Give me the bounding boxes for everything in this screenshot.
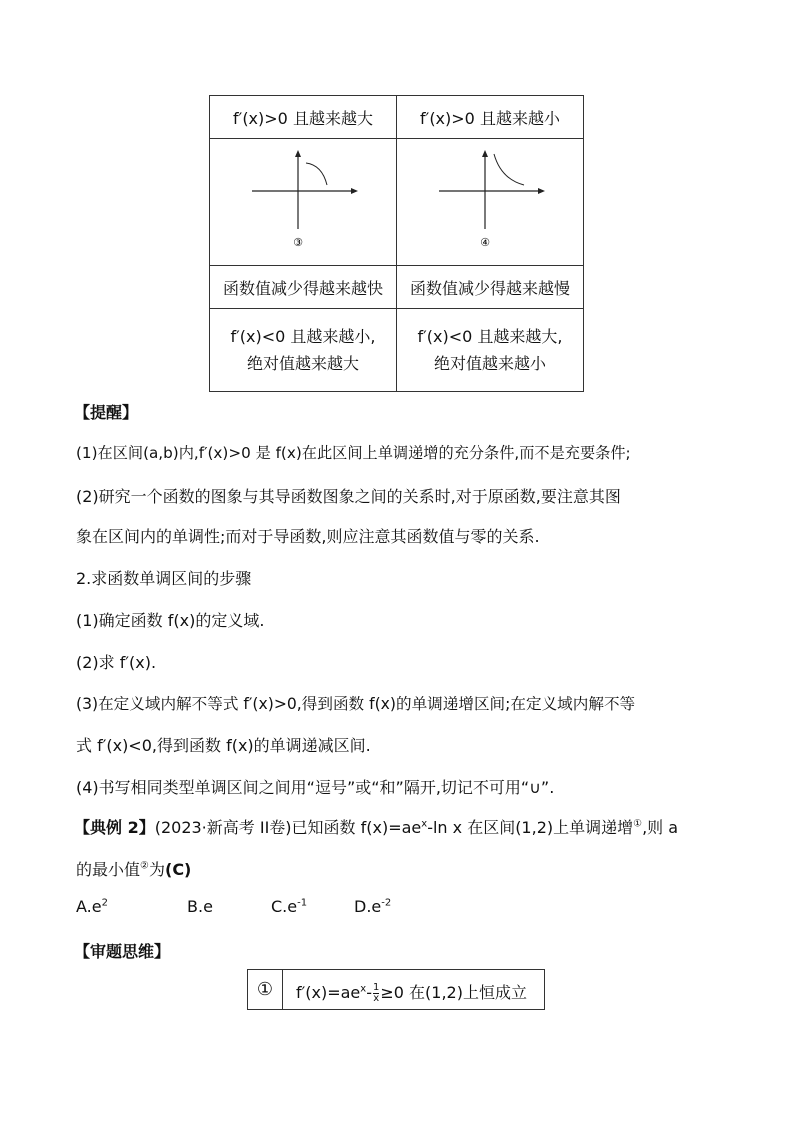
section-title: 2.求函数单调区间的步骤 [76, 569, 252, 588]
graph-label-4: ④ [480, 236, 490, 249]
fraction [373, 983, 379, 1004]
example-tag: 【典例 2】 [74, 818, 155, 837]
condition-line: 绝对值越来越大 [246, 354, 359, 373]
analysis-box [247, 969, 545, 1010]
example-text-2: -ln x 在区间(1,2)上单调递增 [427, 818, 634, 837]
example-line-1 [74, 815, 678, 838]
option-c-sup: -1 [297, 897, 308, 909]
example-text-4: 的最小值 [76, 860, 141, 879]
analysis-number: ① [248, 970, 283, 1009]
condition-line: 绝对值越来越小 [433, 354, 546, 373]
desc-cell: 函数值减少得越来越慢 [397, 266, 584, 309]
example-answer: (C) [165, 860, 192, 879]
graph-label-3: ③ [293, 236, 303, 249]
example-text-3: ,则 a [642, 818, 679, 837]
expr-part-b: - [366, 983, 372, 1002]
analysis-expression [296, 980, 527, 1004]
example-text-5: 为 [148, 860, 165, 879]
expr-part-a: f′(x)=ae [296, 983, 361, 1002]
graph-3 [210, 139, 396, 261]
expr-part-c: ≥0 在(1,2)上恒成立 [380, 983, 527, 1002]
option-c-text: C.e [271, 897, 298, 916]
fraction-denominator: x [373, 993, 380, 1004]
option-d [354, 897, 391, 916]
option-d-sup: -2 [381, 897, 392, 909]
condition-cell [397, 309, 584, 392]
graph-4 [397, 139, 583, 261]
option-a-sup: 2 [101, 897, 108, 909]
example-sup: x [421, 818, 428, 830]
analysis-heading: 【审题思维】 [74, 942, 171, 961]
option-c [271, 897, 307, 916]
expr-sup: x [360, 983, 367, 995]
tip-line-2: (2)研究一个函数的图象与其导函数图象之间的关系时,对于原函数,要注意其图 [76, 487, 621, 506]
tip-line-1: (1)在区间(a,b)内,f′(x)>0 是 f(x)在此区间上单调递增的充分条件,而不是充要条件; [76, 444, 631, 462]
graph-cell-3 [210, 139, 397, 266]
example-text-1: (2023·新高考 II卷)已知函数 f(x)=ae [154, 818, 422, 837]
step-3b: 式 f′(x)<0,得到函数 f(x)的单调递减区间. [76, 736, 371, 755]
option-a-text: A.e [76, 897, 102, 916]
table-header-cell: f′(x)>0 且越来越小 [397, 96, 584, 139]
desc-cell: 函数值减少得越来越快 [210, 266, 397, 309]
fraction-numerator: 1 [372, 982, 380, 993]
option-b [187, 897, 213, 916]
option-a [76, 897, 108, 916]
option-b-text: B.e [187, 897, 213, 916]
condition-line: f′(x)<0 且越来越小, [230, 326, 376, 346]
derivative-table [209, 95, 584, 392]
footnote-mark-2: ② [140, 860, 149, 872]
option-d-text: D.e [354, 897, 382, 916]
tip-heading: 【提醒】 [74, 403, 139, 422]
step-1: (1)确定函数 f(x)的定义域. [76, 611, 265, 630]
condition-cell [210, 309, 397, 392]
step-2: (2)求 f′(x). [76, 653, 157, 672]
tip-line-3: 象在区间内的单调性;而对于导函数,则应注意其函数值与零的关系. [76, 527, 540, 546]
graph-cell-4 [397, 139, 584, 266]
step-4: (4)书写相同类型单调区间之间用“逗号”或“和”隔开,切记不可用“∪”. [76, 778, 555, 797]
condition-line: f′(x)<0 且越来越大, [417, 326, 563, 346]
step-3a: (3)在定义域内解不等式 f′(x)>0,得到函数 f(x)的单调递增区间;在定义域内解不等 [76, 695, 636, 713]
table-header-cell: f′(x)>0 且越来越大 [210, 96, 397, 139]
example-line-2 [76, 857, 191, 880]
footnote-mark-1: ① [633, 818, 643, 830]
